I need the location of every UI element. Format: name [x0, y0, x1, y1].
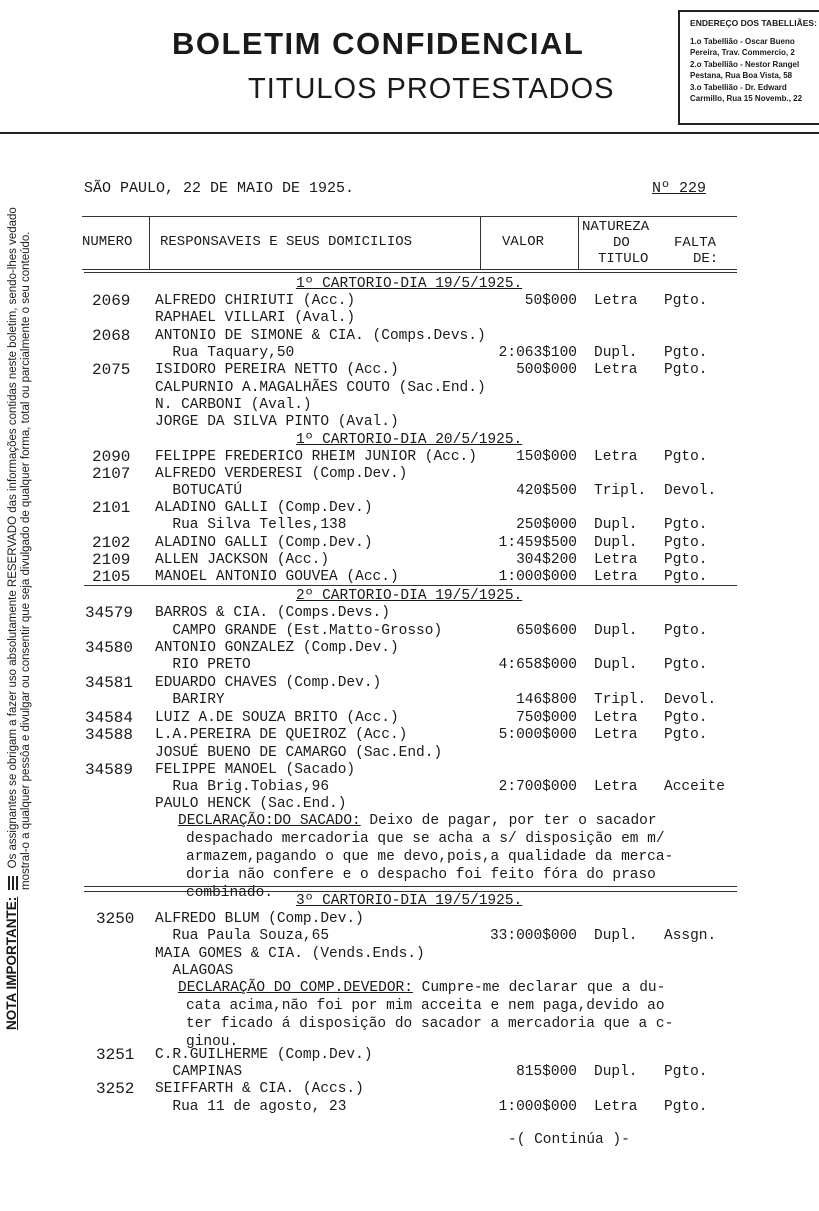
col-natureza-do: DO — [613, 235, 630, 251]
row-number: 3250 — [96, 910, 135, 928]
row-title-type: Dupl. — [594, 517, 638, 533]
row-title-type: Dupl. — [594, 657, 638, 673]
col-divider — [149, 217, 150, 269]
col-natureza: NATUREZA — [582, 219, 650, 235]
row-reason: Pgto. — [664, 1064, 708, 1080]
row-value: 2:063$100 — [498, 345, 577, 361]
row-title-type: Letra — [594, 449, 638, 465]
section-header: 2º CARTORIO-DIA 19/5/1925. — [296, 588, 523, 604]
row-number: 34589 — [85, 761, 134, 779]
row-number: 2101 — [92, 499, 131, 517]
declaration-line: ginou. — [186, 1034, 239, 1050]
address-heading: ENDEREÇO DOS TABELLIÃES: — [690, 18, 817, 28]
address-line: 1.o Tabellião - Oscar Bueno — [690, 37, 795, 46]
row-responsible: FELIPPE MANOEL (Sacado) — [155, 762, 356, 778]
row-responsible: BARROS & CIA. (Comps.Devs.) — [155, 605, 390, 621]
row-value: 750$000 — [516, 710, 577, 726]
row-reason: Pgto. — [664, 535, 708, 551]
row-reason: Assgn. — [664, 928, 717, 944]
row-number: 34588 — [85, 726, 134, 744]
row-responsible: Rua Silva Telles,138 — [155, 517, 347, 533]
row-title-type: Dupl. — [594, 623, 638, 639]
row-responsible: CAMPO GRANDE (Est.Matto-Grosso) — [155, 623, 443, 639]
row-number: 3251 — [96, 1046, 135, 1064]
declaration-first-line — [178, 812, 657, 830]
row-value: 650$600 — [516, 623, 577, 639]
row-value: 4:658$000 — [498, 657, 577, 673]
bulletin-title: BOLETIM CONFIDENCIAL — [172, 26, 585, 61]
col-numero: NUMERO — [82, 234, 133, 250]
col-responsaveis: RESPONSAVEIS E SEUS DOMICILIOS — [160, 234, 413, 250]
row-responsible: ALAGOAS — [155, 963, 234, 979]
row-number: 34581 — [85, 674, 134, 692]
row-reason: Pgto. — [664, 569, 708, 585]
confidentiality-note — [6, 200, 32, 1030]
row-number: 3252 — [96, 1080, 135, 1098]
row-title-type: Dupl. — [594, 345, 638, 361]
date-line: SÃO PAULO, 22 DE MAIO DE 1925. — [84, 180, 355, 197]
row-responsible: Rua 11 de agosto, 23 — [155, 1099, 347, 1115]
declaration-label: DECLARAÇÃO DO COMP.DEVEDOR: — [178, 980, 413, 996]
continua-label: -( Continúa )- — [508, 1132, 630, 1148]
col-falta: FALTA — [674, 235, 717, 251]
row-value: 146$800 — [516, 692, 577, 708]
row-responsible: JOSUÉ BUENO DE CAMARGO (Sac.End.) — [155, 745, 443, 761]
row-responsible: N. CARBONI (Aval.) — [155, 397, 312, 413]
section-header: 1º CARTORIO-DIA 20/5/1925. — [296, 432, 523, 448]
row-number: 2102 — [92, 534, 131, 552]
row-reason: Pgto. — [664, 710, 708, 726]
row-value: 2:700$000 — [498, 779, 577, 795]
row-number: 2107 — [92, 465, 131, 483]
row-responsible: BARIRY — [155, 692, 225, 708]
row-reason: Devol. — [664, 483, 717, 499]
col-valor: VALOR — [502, 234, 545, 250]
row-value: 50$000 — [524, 293, 577, 309]
row-reason: Pgto. — [664, 727, 708, 743]
row-number: 2109 — [92, 551, 131, 569]
row-responsible: ISIDORO PEREIRA NETTO (Acc.) — [155, 362, 399, 378]
declaration-line: doria não confere e o despacho foi feito fóra do praso — [186, 867, 656, 883]
row-number: 34580 — [85, 639, 134, 657]
row-value: 1:000$000 — [498, 1099, 577, 1115]
declaration-line: combinado. — [186, 885, 274, 901]
row-value: 250$000 — [516, 517, 577, 533]
row-responsible: BOTUCATÚ — [155, 483, 243, 499]
row-responsible: ALADINO GALLI (Comp.Dev.) — [155, 535, 373, 551]
row-value: 815$000 — [516, 1064, 577, 1080]
row-reason: Pgto. — [664, 657, 708, 673]
row-reason: Pgto. — [664, 345, 708, 361]
note-line-2: mostral-o a qualquer pessôa e divulgar ou consentir que seja divulgado de qualquer forma, total ou parcialmente o seu conteúdo. — [20, 231, 32, 890]
address-line: Carmillo, Rua 15 Novemb., 22 — [690, 94, 803, 104]
row-number: 2090 — [92, 448, 131, 466]
row-responsible: PAULO HENCK (Sac.End.) — [155, 796, 347, 812]
row-reason: Acceite — [664, 779, 725, 795]
row-responsible: MAIA GOMES & CIA. (Vends.Ends.) — [155, 946, 425, 962]
row-responsible: SEIFFARTH & CIA. (Accs.) — [155, 1081, 364, 1097]
row-title-type: Letra — [594, 779, 638, 795]
note-bars — [6, 876, 20, 890]
declaration-line: ter ficado á disposição do sacador a mercadoria que a c- — [186, 1016, 674, 1032]
address-line: 3.o Tabellião - Dr. Edward — [690, 82, 787, 92]
row-title-type: Letra — [594, 727, 638, 743]
row-responsible: CAMPINAS — [155, 1064, 243, 1080]
row-responsible: JORGE DA SILVA PINTO (Aval.) — [155, 414, 399, 430]
row-responsible: ANTONIO GONZALEZ (Comp.Dev.) — [155, 640, 399, 656]
col-natureza-titulo: TITULO — [598, 251, 649, 267]
header-divider — [0, 132, 819, 134]
address-line: Pestana, Rua Boa Vista, 58 — [690, 71, 793, 81]
section-rule — [84, 886, 737, 887]
row-responsible: Rua Taquary,50 — [155, 345, 295, 361]
row-responsible: ALFREDO BLUM (Comp.Dev.) — [155, 911, 364, 927]
row-responsible: ALLEN JACKSON (Acc.) — [155, 552, 330, 568]
row-value: 500$000 — [516, 362, 577, 378]
row-reason: Pgto. — [664, 552, 708, 568]
row-responsible: EDUARDO CHAVES (Comp.Dev.) — [155, 675, 382, 691]
row-value: 1:459$500 — [498, 535, 577, 551]
col-divider — [578, 217, 579, 269]
row-number: 2068 — [92, 327, 131, 345]
row-responsible: RAPHAEL VILLARI (Aval.) — [155, 310, 356, 326]
row-responsible: ANTONIO DE SIMONE & CIA. (Comps.Devs.) — [155, 328, 486, 344]
declaration-line: cata acima,não foi por mim acceita e nem paga,devido ao — [186, 998, 665, 1014]
note-line-1: Os assignantes se obrigam a fazer uso absolutamente RESERVADO das informações contidas neste boletim, sendo-lhes vedado — [7, 207, 20, 869]
row-value: 5:000$000 — [498, 727, 577, 743]
row-title-type: Letra — [594, 710, 638, 726]
declaration-text: Cumpre-me declarar que a du- — [412, 980, 666, 996]
row-reason: Devol. — [664, 692, 717, 708]
section-header: 3º CARTORIO-DIA 19/5/1925. — [296, 893, 523, 909]
section-rule — [84, 272, 737, 273]
declaration-line: armazem,pagando o que me devo,pois,a qualidade da merca- — [186, 849, 674, 865]
row-responsible: L.A.PEREIRA DE QUEIROZ (Acc.) — [155, 727, 408, 743]
row-number: 2069 — [92, 292, 131, 310]
section-header: 1º CARTORIO-DIA 19/5/1925. — [296, 276, 523, 292]
row-title-type: Letra — [594, 1099, 638, 1115]
row-title-type: Dupl. — [594, 535, 638, 551]
declaration-first-line — [178, 979, 665, 997]
notary-address-box — [678, 10, 819, 125]
row-responsible: FELIPPE FREDERICO RHEIM JUNIOR (Acc.) — [155, 449, 477, 465]
row-responsible: MANOEL ANTONIO GOUVEA (Acc.) — [155, 569, 399, 585]
row-responsible: LUIZ A.DE SOUZA BRITO (Acc.) — [155, 710, 399, 726]
declaration-line: despachado mercadoria que se acha a s/ disposição em m/ — [186, 831, 665, 847]
row-reason: Pgto. — [664, 449, 708, 465]
bulletin-number: Nº 229 — [652, 180, 707, 197]
declaration-text: Deixo de pagar, por ter o sacador — [360, 813, 657, 829]
table-header — [82, 216, 737, 270]
row-responsible: RIO PRETO — [155, 657, 251, 673]
row-responsible: C.R.GUILHERME (Comp.Dev.) — [155, 1047, 373, 1063]
row-title-type: Letra — [594, 552, 638, 568]
row-value: 304$200 — [516, 552, 577, 568]
address-line: Pereira, Trav. Commercio, 2 — [690, 48, 795, 58]
row-reason: Pgto. — [664, 1099, 708, 1115]
row-responsible: ALFREDO CHIRIUTI (Acc.) — [155, 293, 356, 309]
declaration-label: DECLARAÇÃO:DO SACADO: — [178, 813, 361, 829]
row-value: 420$500 — [516, 483, 577, 499]
row-reason: Pgto. — [664, 293, 708, 309]
row-value: 1:000$000 — [498, 569, 577, 585]
col-divider — [480, 217, 481, 269]
row-reason: Pgto. — [664, 623, 708, 639]
bulletin-subtitle: TITULOS PROTESTADOS — [248, 73, 615, 105]
row-reason: Pgto. — [664, 362, 708, 378]
note-label: NOTA IMPORTANTE: — [4, 896, 20, 1030]
row-title-type: Tripl. — [594, 483, 647, 499]
row-number: 34579 — [85, 604, 134, 622]
row-title-type: Dupl. — [594, 1064, 638, 1080]
row-responsible: Rua Paula Souza,65 — [155, 928, 330, 944]
row-value: 33:000$000 — [489, 928, 577, 944]
row-title-type: Dupl. — [594, 928, 638, 944]
row-reason: Pgto. — [664, 517, 708, 533]
address-line: 2.o Tabellião - Nestor Rangel — [690, 59, 800, 69]
row-title-type: Letra — [594, 362, 638, 378]
row-title-type: Tripl. — [594, 692, 647, 708]
row-responsible: Rua Brig.Tobias,96 — [155, 779, 330, 795]
row-number: 2075 — [92, 361, 131, 379]
row-responsible: CALPURNIO A.MAGALHÃES COUTO (Sac.End.) — [155, 380, 486, 396]
row-number: 34584 — [85, 709, 134, 727]
row-title-type: Letra — [594, 293, 638, 309]
col-falta-de: DE: — [693, 251, 719, 267]
row-value: 150$000 — [516, 449, 577, 465]
row-title-type: Letra — [594, 569, 638, 585]
row-number: 2105 — [92, 568, 131, 586]
row-responsible: ALFREDO VERDERESI (Comp.Dev.) — [155, 466, 408, 482]
row-responsible: ALADINO GALLI (Comp.Dev.) — [155, 500, 373, 516]
